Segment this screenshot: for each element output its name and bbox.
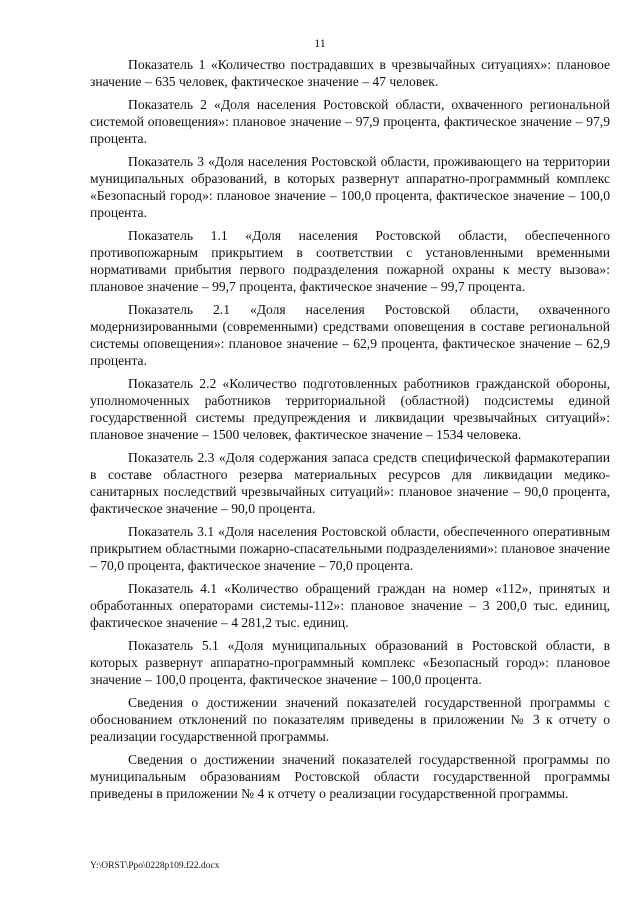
paragraph-indicator-1-1: Показатель 1.1 «Доля населения Ростовской области, обеспеченного противопожарным прикрытием в соответствии с установленными временными нормативами прибытия первого подразделения пожарной охраны к месту вызова»: плановое значение – 99,7 процента, фактическое значение – 99,7 процента. <box>90 228 610 294</box>
paragraph-indicator-3: Показатель 3 «Доля населения Ростовской области, проживающего на территории муниципальных образований, в которых развернут аппаратно-программный комплекс «Безопасный город»: плановое значение – 100,0 процента, фактическое значение – 100,0 процента. <box>90 154 610 220</box>
paragraph-appendix-3: Сведения о достижении значений показателей государственной программы с обоснованием отклонений по показателям приведены в приложении № 3 к отчету о реализации государственной программы. <box>90 695 610 744</box>
paragraph-indicator-2-2: Показатель 2.2 «Количество подготовленных работников гражданской обороны, уполномоченных работников территориальной (областной) подсистемы единой государственной системы предупреждения и ликвидации чрезвычайных ситуаций»: плановое значение – 1500 человек, фактическое значение – 1534 человека. <box>90 376 610 442</box>
paragraph-indicator-3-1: Показатель 3.1 «Доля населения Ростовской области, обеспеченного оперативным прикрытием областными пожарно-спасательными подразделениями»: плановое значение – 70,0 процента, фактическое значение – 70,0 процента. <box>90 524 610 573</box>
paragraph-indicator-1: Показатель 1 «Количество пострадавших в чрезвычайных ситуациях»: плановое значение – 635 человек, фактическое значение – 47 человек. <box>90 57 610 89</box>
document-body <box>90 56 610 808</box>
paragraph-indicator-2: Показатель 2 «Доля населения Ростовской области, охваченного региональной системой оповещения»: плановое значение – 97,9 процента, фактическое значение – 97,9 процента. <box>90 97 610 146</box>
paragraph-indicator-2-3: Показатель 2.3 «Доля содержания запаса средств специфической фармакотерапии в составе областного резерва материальных ресурсов для ликвидации медико-санитарных последствий чрезвычайных ситуаций»: плановое значение – 90,0 процента, фактическое значение – 90,0 процента. <box>90 450 610 516</box>
paragraph-indicator-4-1: Показатель 4.1 «Количество обращений граждан на номер «112», принятых и обработанных операторами системы-112»: плановое значение – 3 200,0 тыс. единиц, фактическое значение – 4 281,2 тыс. единиц. <box>90 581 610 630</box>
paragraph-indicator-2-1: Показатель 2.1 «Доля населения Ростовской области, охваченного модернизированными (современными) средствами оповещения в составе региональной системы оповещения»: плановое значение – 62,9 процента, фактическое значение – 62,9 процента. <box>90 302 610 368</box>
page-number: 11 <box>314 36 326 50</box>
paragraph-indicator-5-1: Показатель 5.1 «Доля муниципальных образований в Ростовской области, в которых развернут аппаратно-программный комплекс «Безопасный город»: плановое значение – 100,0 процента, фактическое значение – 100,0 процента. <box>90 638 610 687</box>
footer-file-path: Y:\ORST\Ppo\0228p109.f22.docx <box>90 861 220 871</box>
paragraph-appendix-4: Сведения о достижении значений показателей государственной программы по муниципальным образованиям Ростовской области государственной программы приведены в приложении № 4 к отчету о реализации государственной программы. <box>90 752 610 801</box>
